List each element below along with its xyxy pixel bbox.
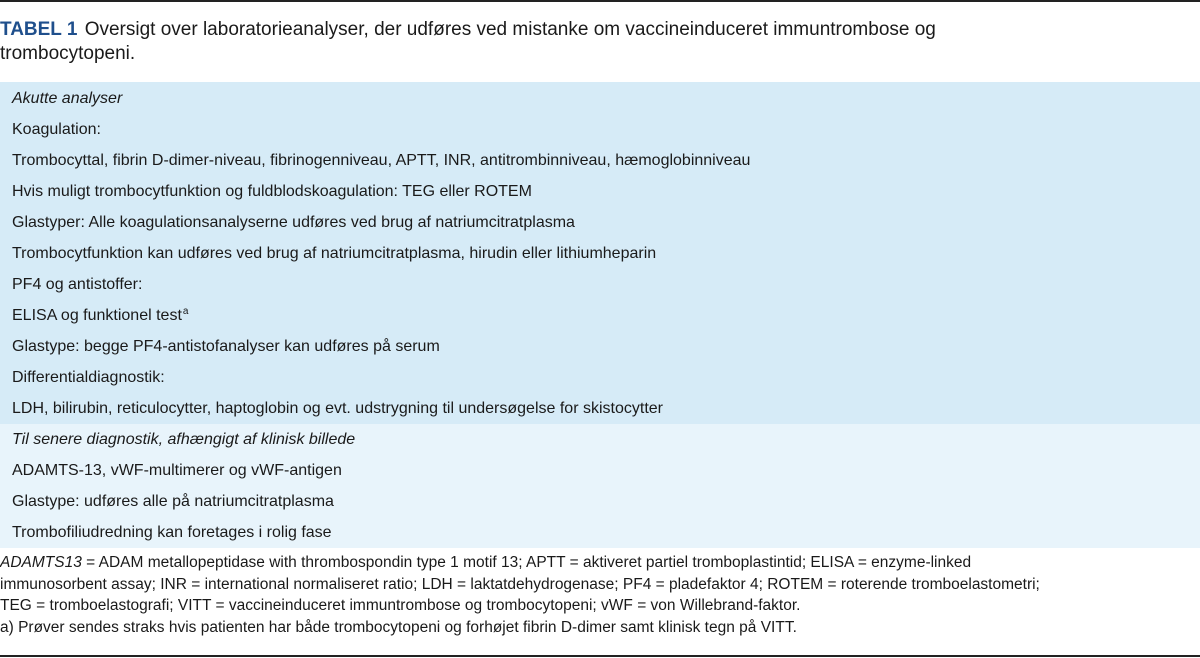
table-row: Hvis muligt trombocytfunktion og fuldblodskoagulation: TEG eller ROTEM [12, 183, 532, 200]
analysis-table [0, 82, 1200, 548]
later-section [0, 424, 1200, 548]
table-row: Glastyper: Alle koagulationsanalyserne udføres ved brug af natriumcitratplasma [12, 214, 575, 231]
table-row: LDH, bilirubin, reticulocytter, haptoglobin og evt. udstrygning til undersøgelse for skistocytter [12, 400, 663, 417]
abbreviations-line [0, 552, 1200, 574]
table-row [0, 300, 1200, 331]
elisa-text: ELISA og funktionel test [12, 307, 182, 324]
abbreviations-line: TEG = tromboelastografi; VITT = vaccineinduceret immuntrombose og trombocytopeni; vWF = von Willebrand-faktor. [0, 597, 801, 614]
table-row: ADAMTS-13, vWF-multimerer og vWF-antigen [12, 462, 342, 479]
footnote-a: a) Prøver sendes straks hvis patienten har både trombocytopeni og forhøjet fibrin D-dimer samt klinisk tegn på VITT. [0, 618, 797, 636]
caption-text: Oversigt over laboratorieanalyser, der udføres ved mistanke om vaccineinduceret immuntrombose og trombocytopeni. [0, 19, 936, 64]
abbreviations-line: immunosorbent assay; INR = international normaliseret ratio; LDH = laktatdehydrogenase; PF4 = pladefaktor 4; ROTEM = roterende tromboelastometri; [0, 575, 1040, 593]
top-rule [0, 0, 1200, 2]
table-row: Glastype: udføres alle på natriumcitratplasma [12, 493, 334, 510]
abbreviations-text: = ADAM metallopeptidase with thrombospondin type 1 motif 13; APTT = aktiveret partiel tromboplastintid; ELISA = enzyme-linked [81, 554, 972, 571]
table-row: Koagulation: [12, 121, 101, 138]
section-heading-later: Til senere diagnostik, afhængigt af klinisk billede [12, 431, 356, 448]
abbreviation-term: ADAMTS13 [0, 554, 82, 571]
table-label: TABEL 1 [0, 19, 78, 40]
section-heading-acute: Akutte analyser [12, 90, 123, 107]
table-row: Trombocyttal, fibrin D-dimer-niveau, fibrinogenniveau, APTT, INR, antitrombinniveau, hæmoglobinniveau [12, 152, 751, 169]
acute-section [0, 82, 1200, 424]
bottom-rule [0, 655, 1200, 657]
table-row: Glastype: begge PF4-antistofanalyser kan udføres på serum [12, 338, 440, 355]
table-row: Trombocytfunktion kan udføres ved brug af natriumcitratplasma, hirudin eller lithiumheparin [12, 245, 657, 262]
table-row: PF4 og antistoffer: [12, 276, 143, 293]
table-row: Trombofiliudredning kan foretages i rolig fase [12, 524, 332, 541]
table-caption [0, 18, 1000, 66]
footnote-marker: a [182, 306, 189, 317]
footnotes [0, 552, 1200, 638]
table-row: Differentialdiagnostik: [12, 369, 165, 386]
